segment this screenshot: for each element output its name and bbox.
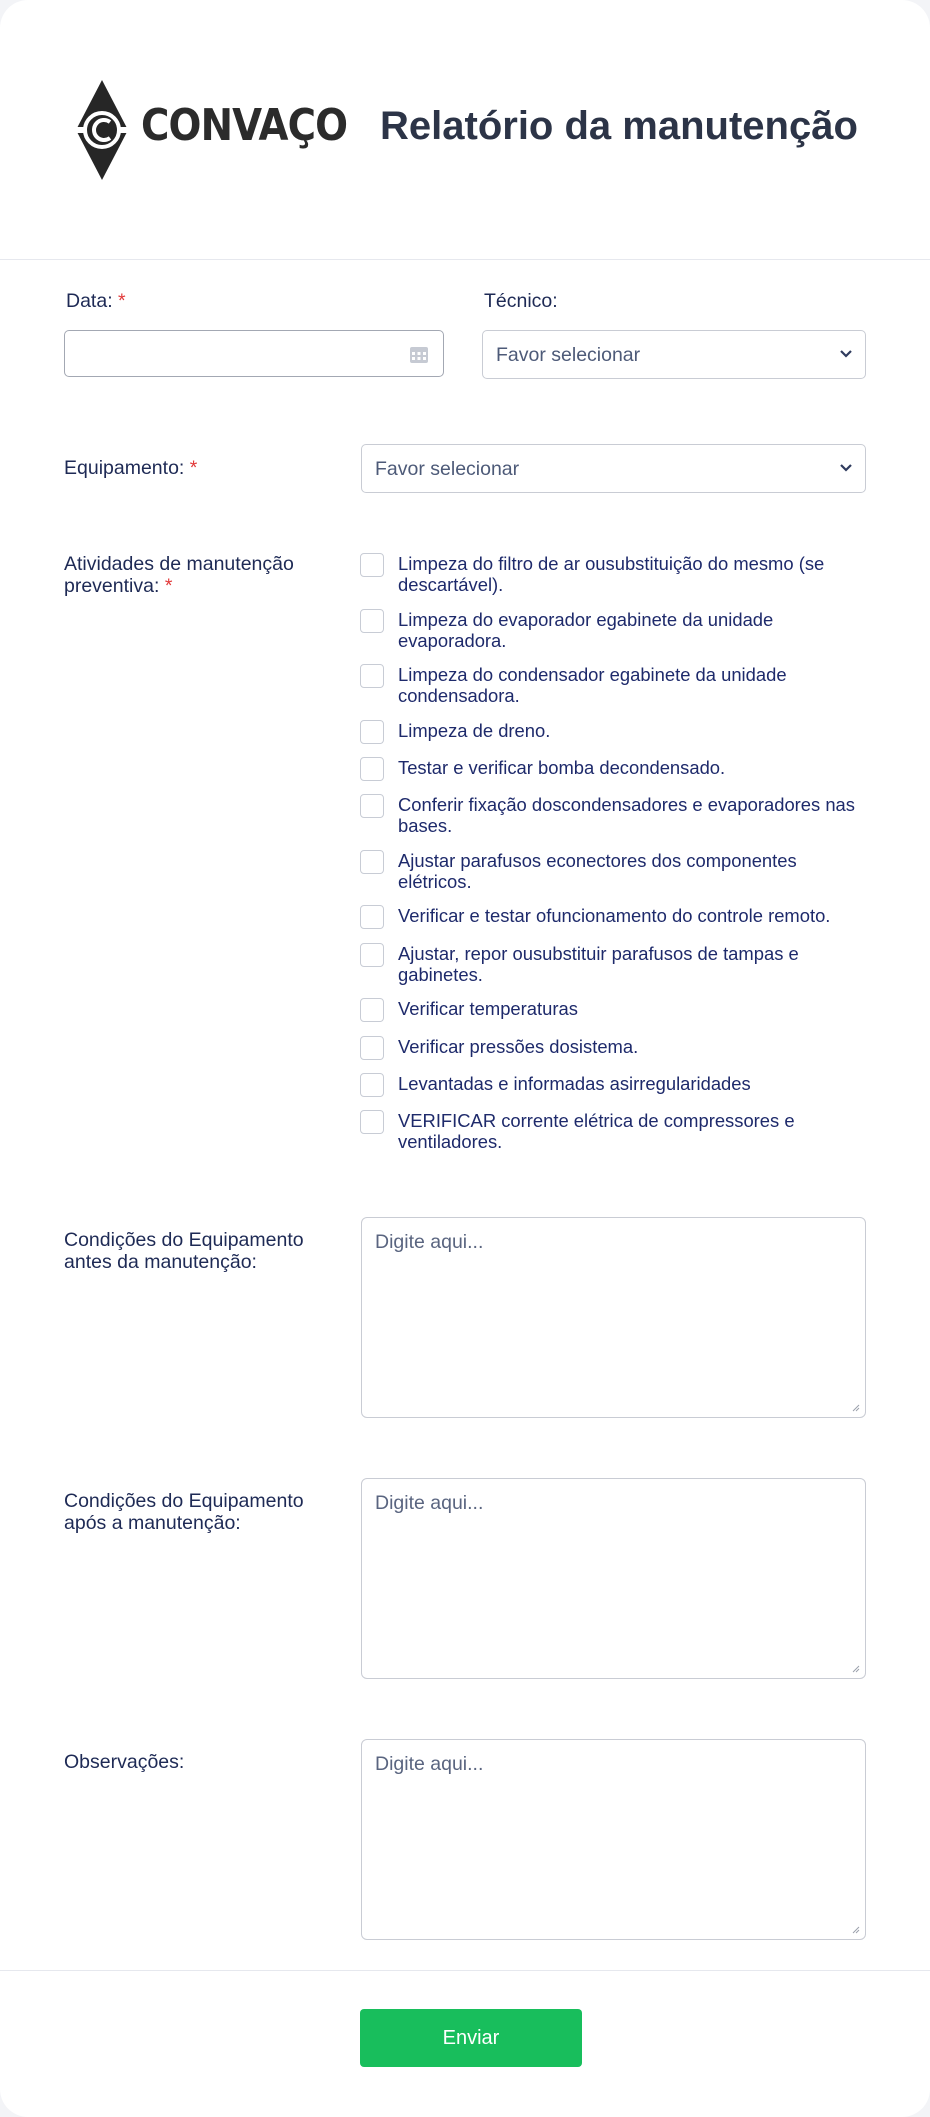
- technician-select-value: Favor selecionar: [496, 344, 641, 366]
- convaco-logo: [72, 78, 348, 186]
- checkbox[interactable]: [360, 850, 384, 874]
- required-mark: *: [164, 575, 173, 597]
- checkbox[interactable]: [360, 794, 384, 818]
- checkbox[interactable]: [360, 943, 384, 967]
- checkbox-label[interactable]: Limpeza do filtro de ar ousubstituição do mesmo (se descartável).: [398, 553, 825, 595]
- checkbox-label[interactable]: Testar e verificar bomba decondensado.: [398, 757, 726, 778]
- required-mark: *: [118, 290, 126, 312]
- equipment-select[interactable]: [361, 444, 866, 493]
- activities-label-line1: Atividades de manutenção: [64, 553, 294, 575]
- activities-label-line2-text: preventiva:: [64, 575, 160, 597]
- checkbox[interactable]: [360, 664, 384, 688]
- checkbox[interactable]: [360, 553, 384, 577]
- conditions-after-label-line1: Condições do Equipamento: [64, 1490, 304, 1512]
- conditions-before-label-line1: Condições do Equipamento: [64, 1229, 304, 1251]
- resize-grip-icon[interactable]: [852, 1665, 860, 1673]
- technician-select[interactable]: [482, 330, 866, 379]
- logo-emblem-icon: [72, 78, 132, 182]
- equipment-label-text: Equipamento:: [64, 457, 185, 479]
- checkbox-label[interactable]: Verificar temperaturas: [398, 998, 578, 1019]
- footer-divider: [0, 1970, 930, 1971]
- textarea-placeholder: Digite aqui...: [375, 1231, 484, 1253]
- checkbox[interactable]: [360, 609, 384, 633]
- required-mark: *: [189, 457, 198, 479]
- checkbox-label[interactable]: Verificar pressões dosistema.: [398, 1036, 639, 1057]
- checkbox-label[interactable]: Verificar e testar ofuncionamento do controle remoto.: [398, 905, 831, 926]
- conditions-after-label: [64, 1490, 304, 1534]
- calendar-icon[interactable]: [409, 344, 429, 364]
- form-header: [0, 0, 930, 260]
- activities-label: [64, 553, 294, 597]
- resize-grip-icon[interactable]: [852, 1926, 860, 1934]
- equipment-select-value: Favor selecionar: [375, 458, 520, 480]
- checkbox[interactable]: [360, 1073, 384, 1097]
- conditions-before-label: [64, 1229, 304, 1273]
- date-input[interactable]: [64, 330, 444, 377]
- checkbox[interactable]: [360, 1110, 384, 1134]
- observations-textarea[interactable]: [361, 1739, 866, 1940]
- checkbox[interactable]: [360, 905, 384, 929]
- conditions-after-textarea[interactable]: [361, 1478, 866, 1679]
- checkbox-label[interactable]: Limpeza de dreno.: [398, 720, 551, 741]
- resize-grip-icon[interactable]: [852, 1404, 860, 1412]
- textarea-placeholder: Digite aqui...: [375, 1492, 484, 1514]
- checkbox[interactable]: [360, 757, 384, 781]
- checkbox[interactable]: [360, 1036, 384, 1060]
- activities-label-line2: [64, 575, 294, 597]
- textarea-placeholder: Digite aqui...: [375, 1753, 484, 1775]
- date-label: [66, 290, 126, 312]
- technician-label: Técnico:: [484, 290, 558, 312]
- checkbox[interactable]: [360, 998, 384, 1022]
- checkbox-label[interactable]: Levantadas e informadas asirregularidades: [398, 1073, 751, 1094]
- conditions-after-label-line2: após a manutenção:: [64, 1512, 241, 1534]
- page-title: Relatório da manutenção: [380, 104, 858, 148]
- chevron-down-icon: [839, 349, 853, 359]
- chevron-down-icon: [839, 463, 853, 473]
- submit-button[interactable]: Enviar: [360, 2009, 582, 2067]
- checkbox-label[interactable]: Limpeza do condensador egabinete da unidade condensadora.: [398, 664, 787, 706]
- checkbox[interactable]: [360, 720, 384, 744]
- checkbox-label[interactable]: Ajustar, repor ousubstituir parafusos de tampas e gabinetes.: [398, 943, 799, 985]
- conditions-before-textarea[interactable]: [361, 1217, 866, 1418]
- checkbox-label[interactable]: Conferir fixação doscondensadores e evaporadores nas bases.: [398, 794, 855, 836]
- equipment-label: [64, 457, 197, 479]
- logo-wordmark: CONVAÇO: [141, 100, 348, 151]
- checkbox-label[interactable]: Ajustar parafusos econectores dos componentes elétricos.: [398, 850, 797, 892]
- conditions-before-label-line2: antes da manutenção:: [64, 1251, 257, 1273]
- checkbox-label[interactable]: VERIFICAR corrente elétrica de compressores e ventiladores.: [398, 1110, 795, 1152]
- observations-label: Observações:: [64, 1751, 185, 1773]
- checkbox-label[interactable]: Limpeza do evaporador egabinete da unidade evaporadora.: [398, 609, 774, 651]
- date-label-text: Data:: [66, 290, 113, 312]
